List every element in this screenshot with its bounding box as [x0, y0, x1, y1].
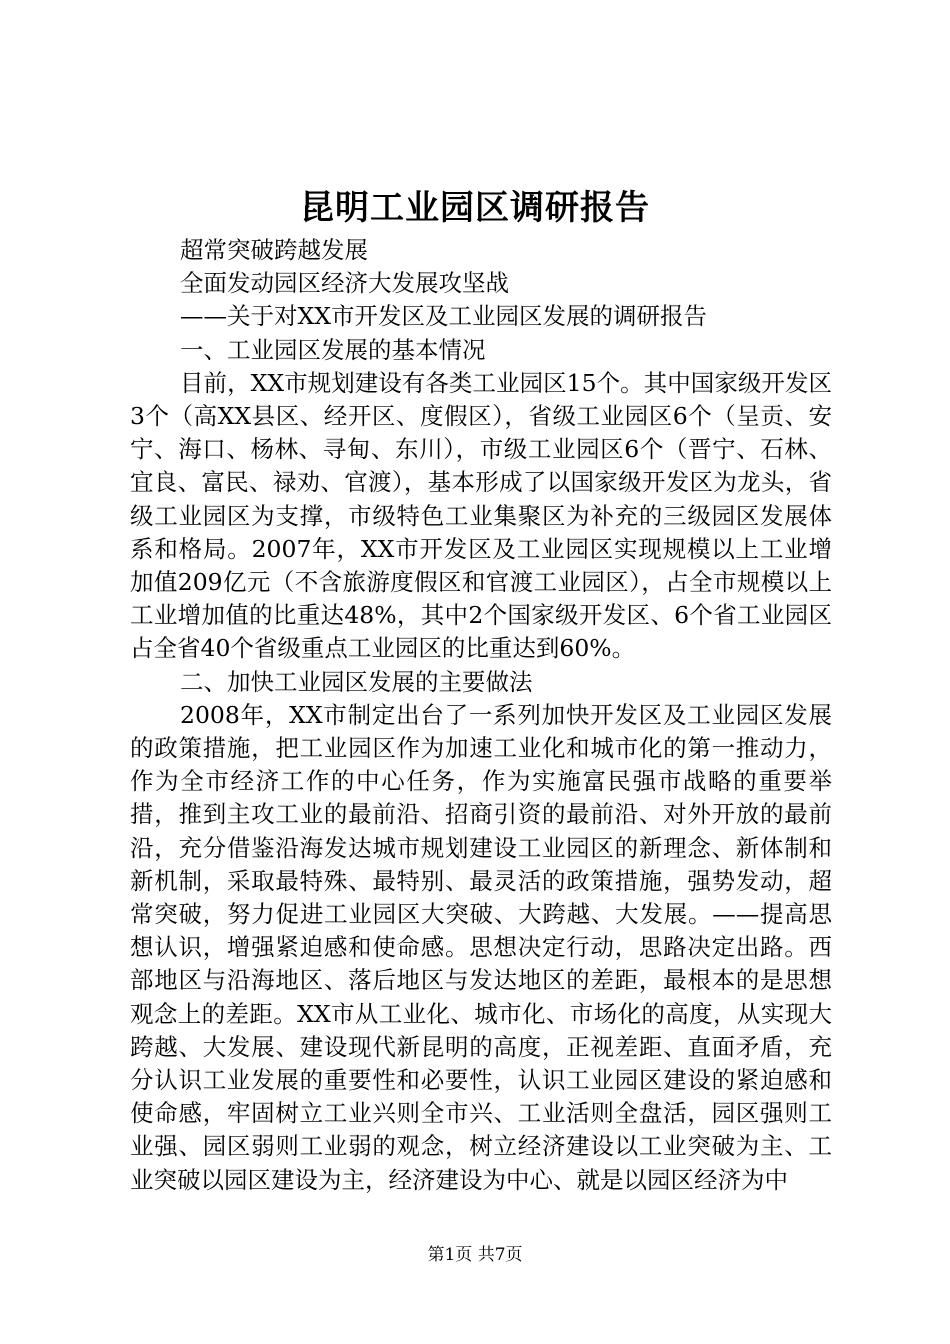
subtitle-line-2: 全面发动园区经济大发展攻坚战 [180, 269, 509, 298]
page-footer: 第1页 共7页 [427, 1245, 523, 1265]
document-body [130, 234, 832, 1197]
section-heading-1: 一、工业园区发展的基本情况 [180, 335, 486, 364]
section-heading-2: 二、加快工业园区发展的主要做法 [180, 667, 533, 696]
subtitle-line-1: 超常突破跨越发展 [180, 236, 368, 264]
section-paragraph-1: 目前，XX市规划建设有各类工业园区15个。其中国家级开发区3个（高XX县区、经开区、度假区），省级工业园区6个（呈贡、安宁、海口、杨林、寻甸、东川），市级工业园区6个（晋宁、石林、宜良、富民、禄劝、官渡），基本形成了以国家级开发区为龙头，省级工业园区为支撑，市级特色工业集聚区为补充的三级园区发展体系和格局。2007年，XX市开发区及工业园区实现规模以上工业增加值209亿元（不含旅游度假区和官渡工业园区），占全市规模以上工业增加值的比重达48%，其中2个国家级开发区、6个省工业园区占全省40个省级重点工业园区的比重达到60%。 [130, 368, 832, 663]
section-paragraph-2: 2008年，XX市制定出台了一系列加快开发区及工业园区发展的政策措施，把工业园区作为加速工业化和城市化的第一推动力，作为全市经济工作的中心任务，作为实施富民强市战略的重要举措，推到主攻工业的最前沿、招商引资的最前沿、对外开放的最前沿，充分借鉴沿海发达城市规划建设工业园区的新理念、新体制和新机制，采取最特殊、最特别、最灵活的政策措施，强势发动，超常突破，努力促进工业园区大突破、大跨越、大发展。——提高思想认识，增强紧迫感和使命感。思想决定行动，思路决定出路。西部地区与沿海地区、落后地区与发达地区的差距，最根本的是思想观念上的差距。XX市从工业化、城市化、市场化的高度，从实现大跨越、大发展、建设现代新昆明的高度，正视差距、直面矛盾，充分认识工业发展的重要性和必要性，认识工业园区建设的紧迫感和使命感，牢固树立工业兴则全市兴、工业活则全盘活，园区强则工业强、园区弱则工业弱的观念，树立经济建设以工业突破为主、工业突破以园区建设为主，经济建设为中心、就是以园区经济为中 [130, 700, 832, 1194]
document-title: 昆明工业园区调研报告 [300, 188, 650, 228]
subtitle-line-3: ——关于对XX市开发区及工业园区发展的调研报告 [180, 302, 707, 331]
